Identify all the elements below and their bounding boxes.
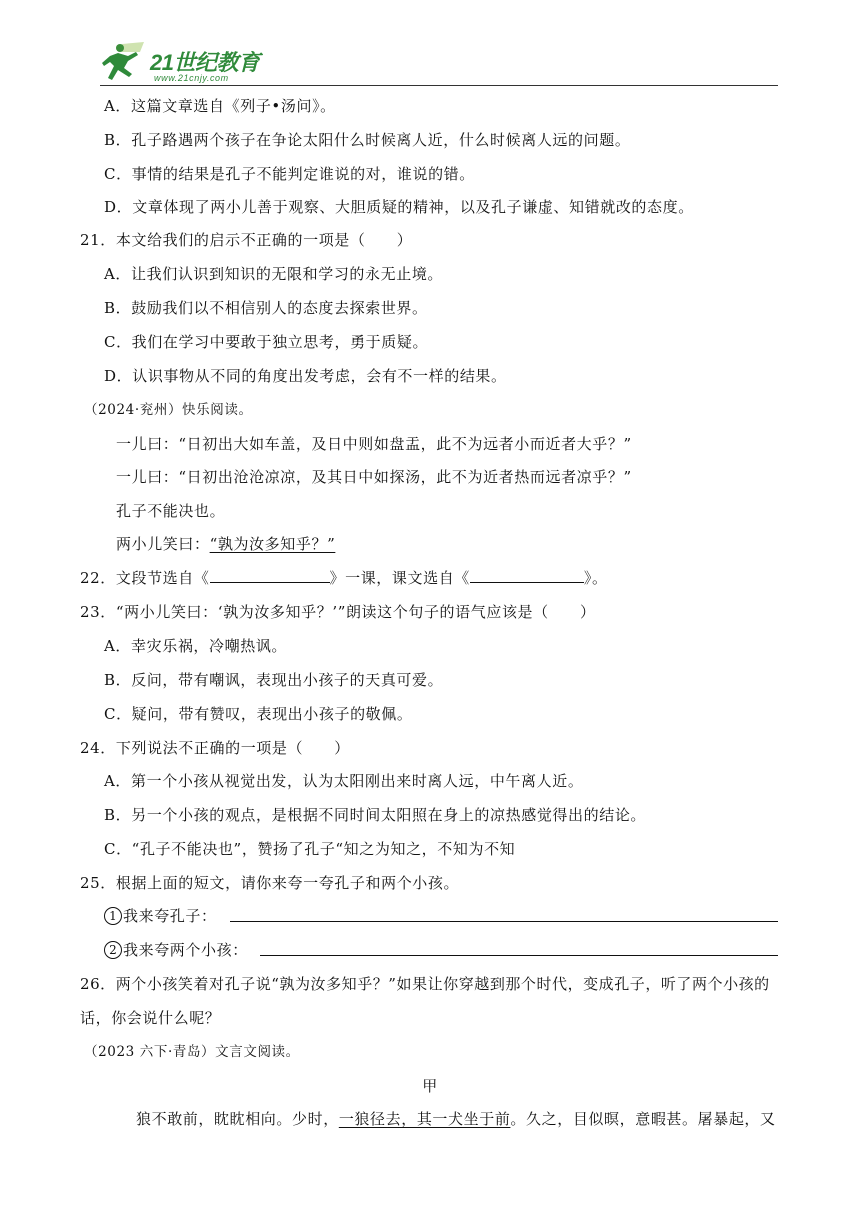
passage1-line-4-prefix: 两小儿笑曰： xyxy=(116,535,210,553)
q24-option-a: A．第一个小孩从视觉出发，认为太阳刚出来时离人远，中午离人近。 xyxy=(104,772,584,790)
q22-blank-lesson[interactable] xyxy=(210,568,330,583)
q21-stem: 21．本文给我们的启示不正确的一项是（ ） xyxy=(80,231,413,249)
passage1-line-3: 孔子不能决也。 xyxy=(116,502,226,520)
header-divider xyxy=(100,85,778,86)
page-header xyxy=(100,40,780,86)
q25-answer-line-1[interactable] xyxy=(230,921,778,922)
q21-option-c: C．我们在学习中要敢于独立思考，勇于质疑。 xyxy=(104,333,429,351)
runner-icon xyxy=(100,40,152,84)
q25-item-2-label: 我来夸两个小孩： xyxy=(123,941,248,959)
passage1-line-4 xyxy=(116,534,335,554)
q25-item-2 xyxy=(104,940,248,960)
passage1-line-2: 一儿曰：“日初出沧沧凉凉，及其日中如探汤，此不为近者热而远者凉乎？” xyxy=(116,468,632,486)
q26-line-1: 26．两个小孩笑着对孔子说“孰为汝多知乎？”如果让你穿越到那个时代，变成孔子，听了两个小孩的 xyxy=(80,975,770,993)
q22-part3: 》。 xyxy=(583,569,608,587)
q20-option-c: C．事情的结果是孔子不能判定谁说的对，谁说的错。 xyxy=(104,165,475,183)
q25-item-1-label: 我来夸孔子： xyxy=(123,907,217,925)
passage2-line-1-pre: 狼不敢前，眈眈相向。少时， xyxy=(136,1110,339,1128)
q21-option-d: D．认识事物从不同的角度出发考虑，会有不一样的结果。 xyxy=(104,367,507,385)
circled-number-1: 1 xyxy=(104,907,122,925)
q25-item-1 xyxy=(104,906,217,926)
passage2-title: 甲 xyxy=(422,1077,438,1095)
q24-option-c: C．“孔子不能决也”，赞扬了孔子“知之为知之，不知为不知 xyxy=(104,840,516,858)
passage2-underlined: 一狼径去，其一犬坐于前 xyxy=(338,1110,511,1128)
q20-option-d: D．文章体现了两小儿善于观察、大胆质疑的精神，以及孔子谦虚、知错就改的态度。 xyxy=(104,198,694,216)
q20-option-b: B．孔子路遇两个孩子在争论太阳什么时候离人近，什么时候离人远的问题。 xyxy=(104,131,631,149)
passage1-line-1: 一儿曰：“日初出大如车盖，及日中则如盘盂，此不为远者小而近者大乎？” xyxy=(116,435,632,453)
q25-stem: 25．根据上面的短文，请你来夸一夸孔子和两个小孩。 xyxy=(80,874,460,892)
q24-stem: 24．下列说法不正确的一项是（ ） xyxy=(80,739,350,757)
q23-stem: 23．“两小儿笑曰：‘孰为汝多知乎？’”朗读这个句子的语气应该是（ ） xyxy=(80,603,596,621)
passage2-line-1-post: 。久之，目似暝，意暇甚。屠暴起，又 xyxy=(510,1110,776,1128)
q23-option-b: B．反问，带有嘲讽，表现出小孩子的天真可爱。 xyxy=(104,671,444,689)
q22-part2: 》一课，课文选自《 xyxy=(329,569,470,587)
q20-option-a: A．这篇文章选自《列子•汤问》。 xyxy=(104,97,336,115)
logo-url: www.21cnjy.com xyxy=(154,73,229,83)
q25-answer-line-2[interactable] xyxy=(260,955,778,956)
passage1-underlined-quote: “孰为汝多知乎？” xyxy=(209,535,336,553)
q22-blank-book[interactable] xyxy=(470,568,584,583)
q23-option-c: C．疑问，带有赞叹，表现出小孩子的敬佩。 xyxy=(104,705,413,723)
logo xyxy=(100,40,280,86)
q21-option-a: A．让我们认识到知识的无限和学习的永无止境。 xyxy=(104,265,444,283)
passage1-source: （2024·兖州）快乐阅读。 xyxy=(84,402,253,418)
circled-number-2: 2 xyxy=(104,941,122,959)
q22-stem xyxy=(80,568,608,588)
q23-option-a: A．幸灾乐祸，冷嘲热讽。 xyxy=(104,637,288,655)
q24-option-b: B．另一个小孩的观点，是根据不同时间太阳照在身上的凉热感觉得出的结论。 xyxy=(104,806,647,824)
q26-line-2: 话，你会说什么呢？ xyxy=(80,1009,221,1027)
q22-part1: 22．文段节选自《 xyxy=(80,569,210,587)
q21-option-b: B．鼓励我们以不相信别人的态度去探索世界。 xyxy=(104,299,428,317)
logo-text: 21世纪教育 xyxy=(150,50,260,75)
passage2-line-1 xyxy=(136,1109,776,1129)
passage2-source: （2023 六下·青岛）文言文阅读。 xyxy=(84,1044,300,1060)
